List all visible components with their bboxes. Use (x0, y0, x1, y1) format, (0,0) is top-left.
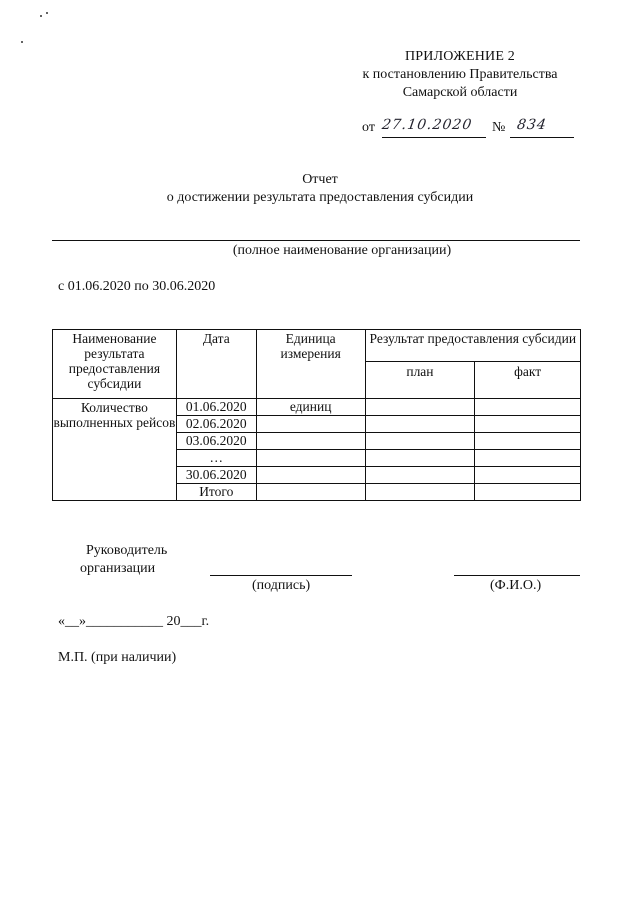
header-name: Наименование результата предоставления субсидии (53, 330, 177, 399)
date-cell: 01.06.2020 (176, 399, 256, 416)
organization-name-line (52, 240, 580, 241)
number-label: № (492, 120, 506, 135)
handwritten-number: 834 (515, 117, 548, 133)
header-plan: план (365, 362, 475, 399)
head-label-2: организации (80, 561, 156, 576)
number-underline (510, 137, 574, 138)
fact-cell (475, 484, 581, 501)
header-unit: Единица измерения (256, 330, 365, 399)
fact-cell (475, 416, 581, 433)
signing-date-line: «__»___________ 20___г. (58, 614, 210, 629)
table-row (53, 399, 581, 416)
appendix-title: ПРИЛОЖЕНИЕ 2 (404, 49, 516, 64)
unit-cell (256, 450, 365, 467)
report-subtitle: о достижении результата предоставления субсидии (166, 190, 474, 205)
report-title-block (110, 171, 530, 207)
date-cell: … (176, 450, 256, 467)
date-underline (382, 137, 486, 138)
plan-cell (365, 399, 475, 416)
signature-caption: (подпись) (252, 578, 311, 593)
plan-cell (365, 467, 475, 484)
resolution-date-number (352, 116, 592, 138)
plan-cell (365, 433, 475, 450)
fio-caption: (Ф.И.О.) (490, 578, 542, 593)
unit-cell (256, 416, 365, 433)
date-cell: 30.06.2020 (176, 467, 256, 484)
organization-caption: (полное наименование организации) (232, 243, 452, 258)
fact-cell (475, 399, 581, 416)
header-result: Результат предоставления субсидии (365, 330, 580, 362)
fio-underline (454, 575, 580, 576)
total-label: Итого (176, 484, 256, 501)
plan-cell (365, 416, 475, 433)
plan-cell (365, 484, 475, 501)
unit-cell: единиц (256, 399, 365, 416)
plan-cell (365, 450, 475, 467)
header-fact: факт (475, 362, 581, 399)
stamp-label: М.П. (при наличии) (58, 650, 177, 665)
head-label-1: Руководитель (86, 543, 168, 558)
results-table (52, 329, 581, 501)
unit-cell (256, 433, 365, 450)
unit-cell (256, 484, 365, 501)
header-row-1 (53, 330, 581, 362)
appendix-line-1: к постановлению Правительства (362, 67, 558, 82)
date-cell: 02.06.2020 (176, 416, 256, 433)
report-period: с 01.06.2020 по 30.06.2020 (58, 279, 216, 294)
signature-underline (210, 575, 352, 576)
fact-cell (475, 450, 581, 467)
handwritten-date: 27.10.2020 (380, 117, 474, 133)
appendix-line-2: Самарской области (402, 85, 518, 100)
from-label: от (362, 120, 375, 135)
appendix-header (330, 48, 590, 102)
fact-cell (475, 433, 581, 450)
report-title: Отчет (302, 172, 338, 187)
unit-cell (256, 467, 365, 484)
date-cell: 03.06.2020 (176, 433, 256, 450)
fact-cell (475, 467, 581, 484)
header-date: Дата (176, 330, 256, 399)
indicator-name: Количество выполненных рейсов (53, 399, 177, 501)
